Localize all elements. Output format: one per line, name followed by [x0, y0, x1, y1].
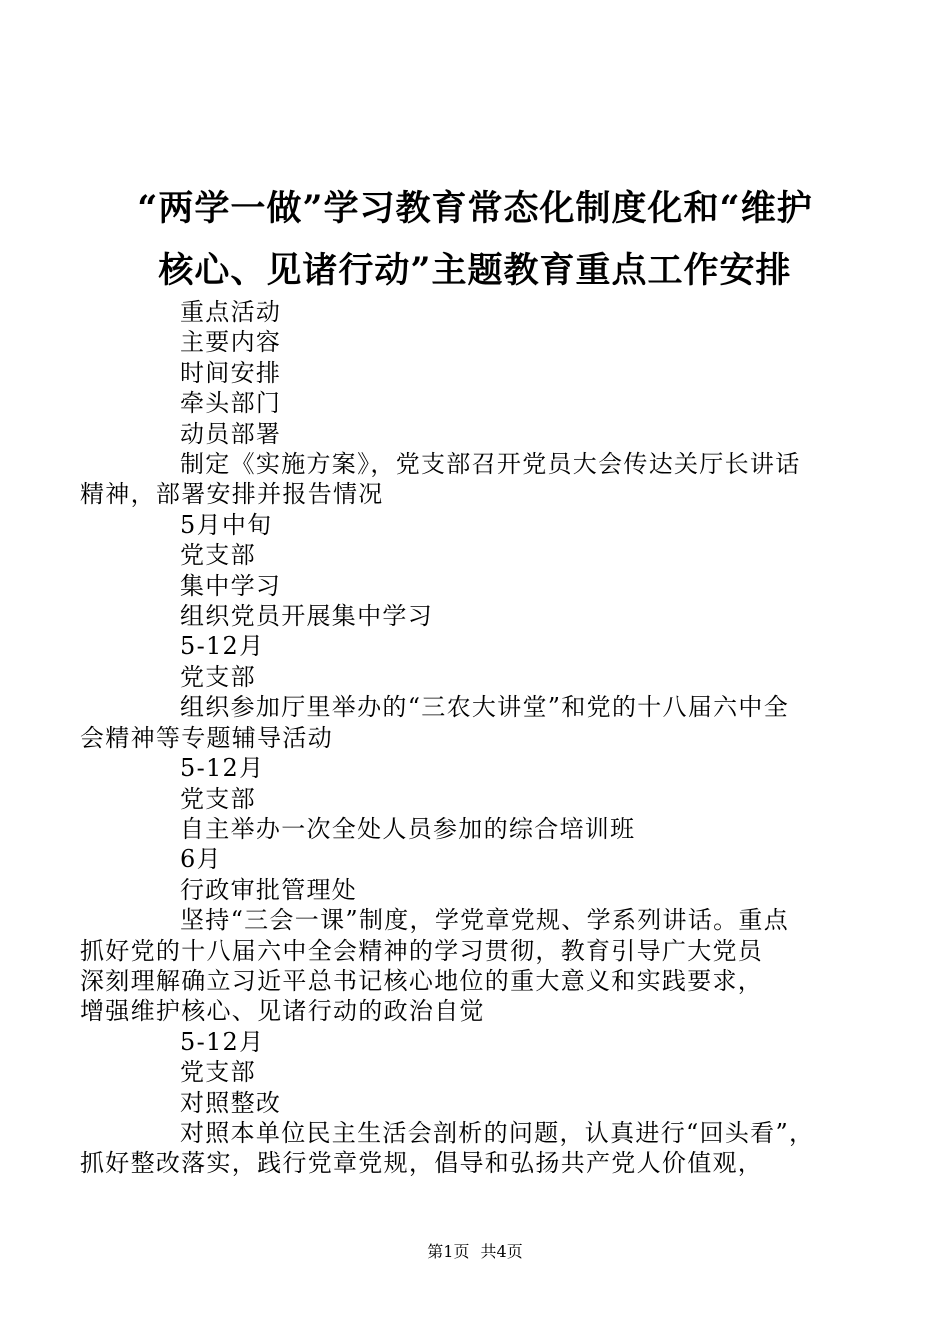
paragraph	[80, 449, 835, 510]
paragraph-line: 精神，部署安排并报告情况	[80, 480, 384, 509]
paragraph-line: 组织党员开展集中学习	[180, 602, 433, 631]
paragraph	[130, 875, 835, 905]
paragraph	[130, 814, 835, 844]
paragraph-line: 行政审批管理处	[180, 875, 358, 904]
paragraph-line: 6月	[180, 845, 222, 874]
paragraph-line: 对照本单位民主生活会剖析的问题，认真进行“回头看”，	[180, 1118, 815, 1147]
paragraph-line: 党支部	[180, 784, 256, 813]
paragraph	[130, 540, 835, 570]
paragraph	[130, 571, 835, 601]
paragraph-line: 组织参加厅里举办的“三农大讲堂”和党的十八届六中全	[180, 693, 790, 722]
paragraph-line: 牵头部门	[180, 389, 282, 418]
paragraph	[130, 510, 835, 540]
document-title-line-2: 核心、见诸行动”主题教育重点工作安排	[158, 250, 792, 291]
paragraph-line: 党支部	[180, 662, 256, 691]
paragraph-line: 增强维护核心、见诸行动的政治自觉	[80, 997, 485, 1026]
paragraph-line: 制定《实施方案》，党支部召开党员大会传达关厅长讲话	[180, 450, 801, 479]
paragraph-line: 坚持“三会一课”制度，学党章党规、学系列讲话。重点	[180, 906, 790, 935]
paragraph-line: 集中学习	[180, 571, 282, 600]
page-footer	[0, 1242, 950, 1262]
paragraph	[80, 1118, 835, 1179]
paragraph-line: 会精神等专题辅导活动	[80, 723, 333, 752]
paragraph	[130, 844, 835, 874]
paragraph-line: 自主举办一次全处人员参加的综合培训班	[180, 814, 636, 843]
document-title-line-1: “两学一做”学习教育常态化制度化和“维护	[137, 188, 813, 229]
paragraph	[80, 692, 835, 753]
paragraph-line: 5-12月	[180, 1027, 265, 1056]
paragraph-line: 抓好整改落实，践行党章党规，倡导和弘扬共产党人价值观，	[80, 1149, 764, 1178]
paragraph	[130, 631, 835, 661]
paragraph-line: 动员部署	[180, 419, 282, 448]
document-body	[80, 297, 835, 1179]
paragraph-line: 党支部	[180, 541, 256, 570]
paragraph-line: 5月中旬	[180, 510, 273, 539]
paragraph	[80, 905, 835, 1027]
page-total: 共4页	[480, 1242, 523, 1261]
paragraph	[130, 358, 835, 388]
paragraph-line: 主要内容	[180, 328, 282, 357]
paragraph	[130, 419, 835, 449]
paragraph	[130, 662, 835, 692]
paragraph-line: 5-12月	[180, 754, 265, 783]
paragraph	[130, 753, 835, 783]
paragraph	[130, 784, 835, 814]
paragraph	[130, 1027, 835, 1057]
paragraph	[130, 388, 835, 418]
page-number: 第1页	[427, 1242, 470, 1261]
paragraph	[130, 297, 835, 327]
paragraph-line: 时间安排	[180, 358, 282, 387]
paragraph	[130, 1088, 835, 1118]
paragraph	[130, 327, 835, 357]
paragraph	[130, 601, 835, 631]
paragraph-line: 党支部	[180, 1058, 256, 1087]
paragraph-line: 重点活动	[180, 298, 282, 326]
paragraph-line: 深刻理解确立习近平总书记核心地位的重大意义和实践要求，	[80, 966, 764, 995]
paragraph-line: 抓好党的十八届六中全会精神的学习贯彻，教育引导广大党员	[80, 936, 764, 965]
paragraph	[130, 1057, 835, 1087]
paragraph-line: 对照整改	[180, 1088, 282, 1117]
paragraph-line: 5-12月	[180, 632, 265, 661]
